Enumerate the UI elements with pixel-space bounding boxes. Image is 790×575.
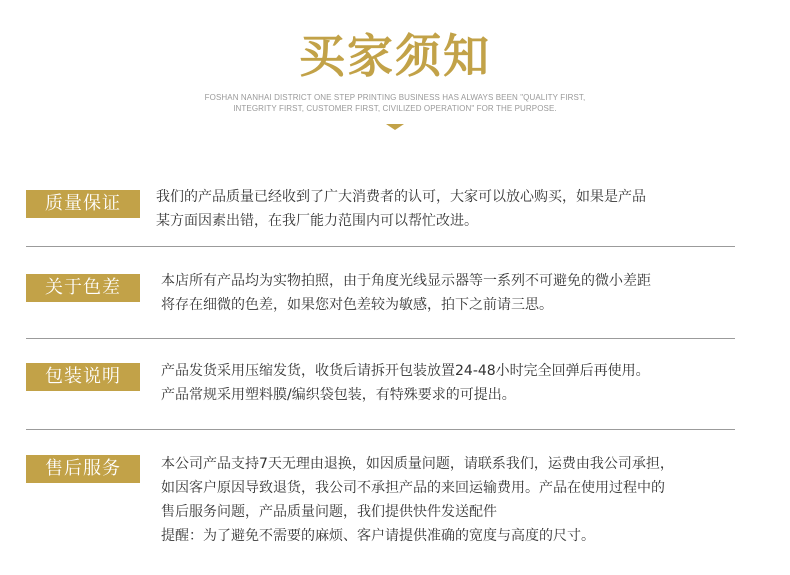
section-badge-after-sales: 售后服务 [26, 455, 140, 483]
page-title: 买家须知 [299, 29, 491, 83]
section-text-line: 产品常规采用塑料膜/编织袋包装，有特殊要求的可提出。 [161, 387, 516, 403]
divider [26, 246, 735, 247]
section-text-line: 如因客户原因导致退货，我公司不承担产品的来回运输费用。产品在使用过程中的 [161, 480, 665, 496]
section-text-line: 产品发货采用压缩发货，收货后请拆开包装放置24-48小时完全回弹后再使用。 [161, 363, 650, 379]
page-subtitle [0, 92, 790, 114]
section-text-line: 我们的产品质量已经收到了广大消费者的认可，大家可以放心购买，如果是产品 [156, 189, 646, 205]
divider [26, 338, 735, 339]
section-text-color-difference [161, 269, 651, 317]
section-text-line: 某方面因素出错，在我厂能力范围内可以帮忙改进。 [156, 213, 478, 229]
subtitle-line-1: FOSHAN NANHAI DISTRICT ONE STEP PRINTING BUSINESS HAS ALWAYS BEEN "QUALITY FIRST, [204, 93, 586, 102]
section-text-line: 本公司产品支持7天无理由退换，如因质量问题，请联系我们，运费由我公司承担， [161, 456, 674, 472]
section-text-line: 售后服务问题，产品质量问题，我们提供快件发送配件 [161, 504, 497, 520]
section-badge-packaging: 包装说明 [26, 363, 140, 391]
section-text-line: 将存在细微的色差，如果您对色差较为敏感，拍下之前请三思。 [161, 297, 553, 313]
section-text-line: 提醒：为了避免不需要的麻烦、客户请提供准确的宽度与高度的尺寸。 [161, 528, 595, 544]
subtitle-line-2: INTEGRITY FIRST, CUSTOMER FIRST, CIVILIZED OPERATION" FOR THE PURPOSE. [233, 104, 557, 113]
section-badge-quality: 质量保证 [26, 190, 140, 218]
section-text-packaging [161, 359, 650, 407]
divider [26, 429, 735, 430]
down-triangle-icon [386, 124, 404, 130]
section-badge-color-difference: 关于色差 [26, 274, 140, 302]
section-text-after-sales [161, 452, 674, 548]
section-text-line: 本店所有产品均为实物拍照，由于角度光线显示器等一系列不可避免的微小差距 [161, 273, 651, 289]
section-text-quality [156, 185, 646, 233]
